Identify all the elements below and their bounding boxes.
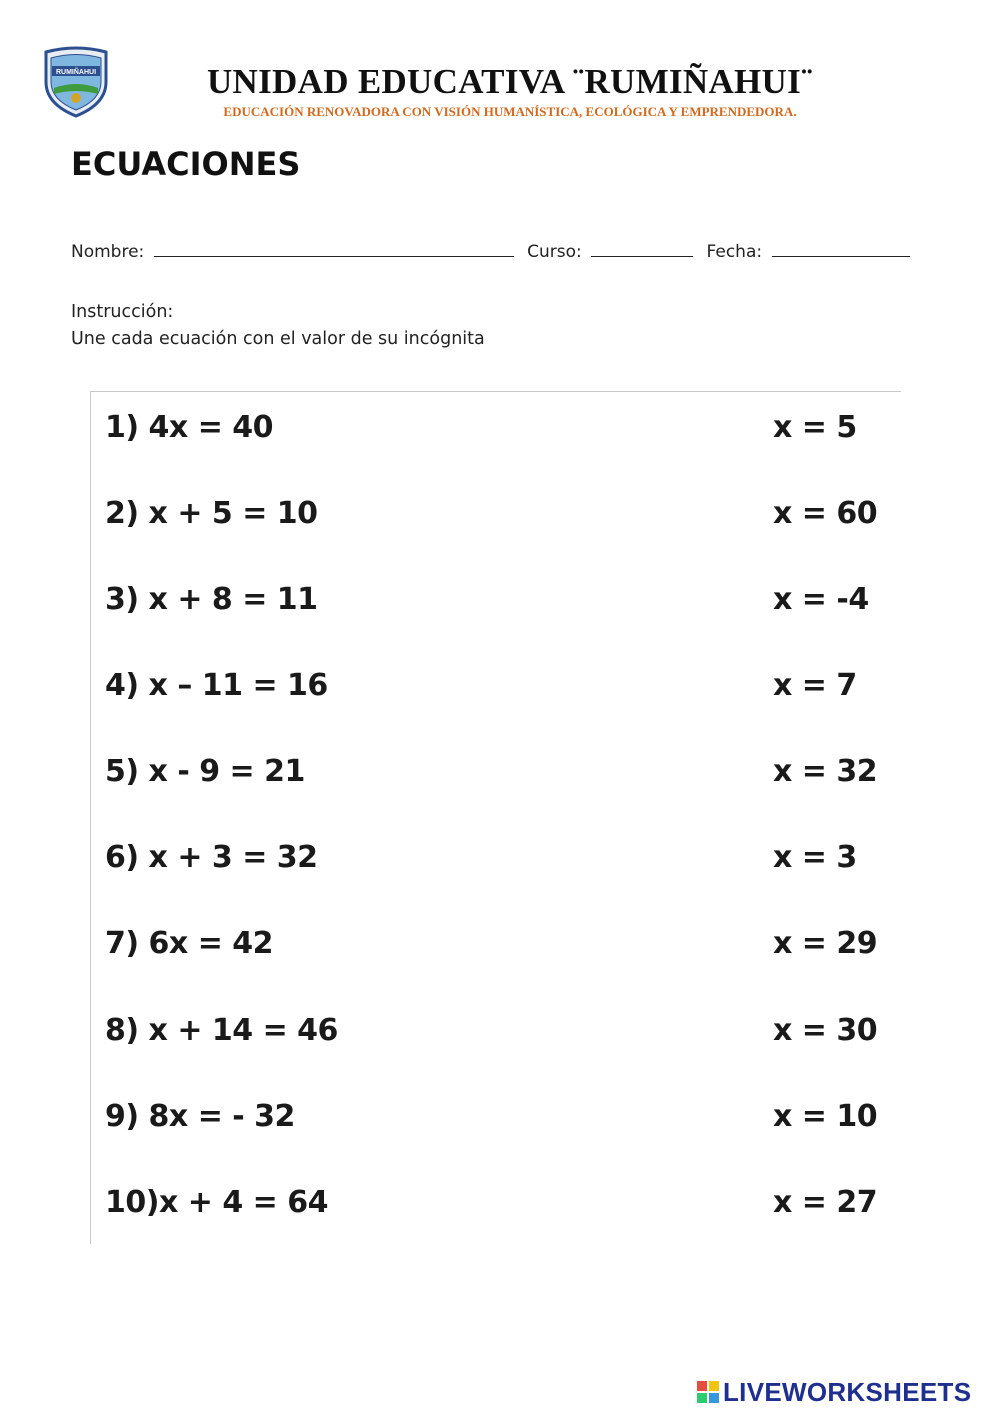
answer-item[interactable]: x = 5: [773, 410, 857, 445]
answer-item[interactable]: x = 29: [773, 926, 878, 961]
answer-item[interactable]: x = -4: [773, 582, 869, 617]
instruction-text: Une cada ecuación con el valor de su incógnita: [71, 329, 485, 349]
equation-item[interactable]: 8) x + 14 = 46: [105, 1013, 338, 1048]
equation-item[interactable]: 7) 6x = 42: [105, 926, 274, 961]
course-field[interactable]: [591, 241, 693, 257]
liveworksheets-brand: LIVEWORKSHEETS: [723, 1376, 972, 1407]
liveworksheets-footer: [697, 1375, 971, 1409]
instruction-label: Instrucción:: [71, 302, 174, 322]
date-field[interactable]: [772, 241, 910, 257]
name-field[interactable]: [154, 241, 514, 257]
school-name: UNIDAD EDUCATIVA ¨RUMIÑAHUI¨: [206, 62, 813, 101]
school-crest-icon: [38, 42, 114, 118]
course-label: Curso:: [527, 242, 582, 262]
equation-item[interactable]: 1) 4x = 40: [105, 410, 274, 445]
page-title: ECUACIONES: [71, 145, 301, 183]
equation-item[interactable]: 6) x + 3 = 32: [105, 840, 318, 875]
equation-item[interactable]: 4) x – 11 = 16: [105, 668, 328, 703]
equation-item[interactable]: 3) x + 8 = 11: [105, 582, 318, 617]
answer-item[interactable]: x = 32: [773, 754, 878, 789]
answer-item[interactable]: x = 3: [773, 840, 857, 875]
answer-item[interactable]: x = 7: [773, 668, 857, 703]
student-info-row: [71, 241, 901, 262]
equation-item[interactable]: 2) x + 5 = 10: [105, 496, 318, 531]
liveworksheets-logo-icon: [697, 1381, 719, 1403]
name-label: Nombre:: [71, 242, 145, 262]
answer-item[interactable]: x = 27: [773, 1185, 878, 1220]
answer-item[interactable]: x = 10: [773, 1099, 878, 1134]
crest-text: RUMIÑAHUI: [55, 69, 97, 76]
equation-item[interactable]: 5) x - 9 = 21: [105, 754, 305, 789]
answer-item[interactable]: x = 60: [773, 496, 878, 531]
equation-item[interactable]: 9) 8x = - 32: [105, 1099, 295, 1134]
equation-item[interactable]: 10)x + 4 = 64: [105, 1185, 328, 1220]
date-label: Fecha:: [706, 242, 763, 262]
school-motto: EDUCACIÓN RENOVADORA CON VISIÓN HUMANÍSTICA, ECOLÓGICA Y EMPRENDEDORA.: [223, 104, 797, 119]
answer-item[interactable]: x = 30: [773, 1013, 878, 1048]
